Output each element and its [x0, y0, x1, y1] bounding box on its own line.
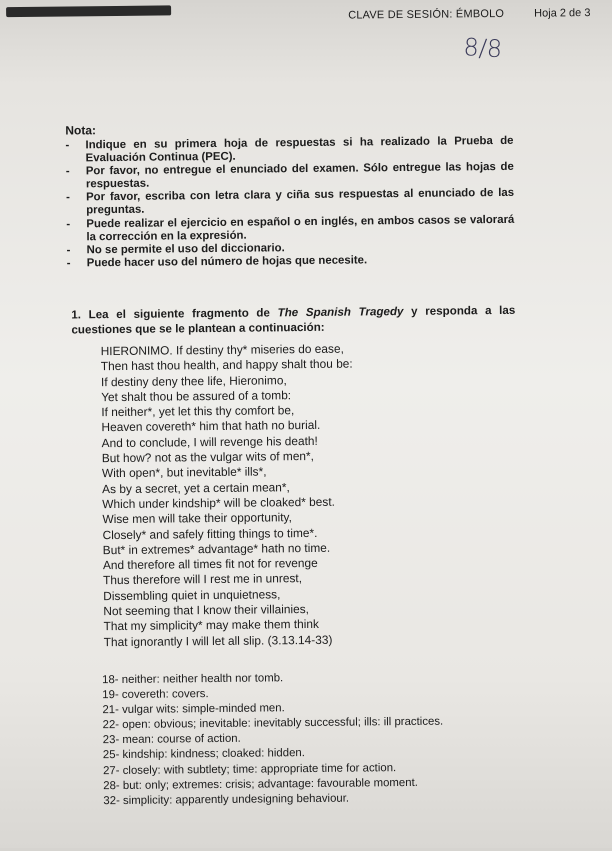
- glossary-item: 21- vulgar wits: simple-minded men.: [102, 702, 285, 717]
- poem-line: And therefore all times fit not for revenge: [102, 556, 318, 573]
- note-item: - No se permite el uso del diccionario.: [67, 240, 515, 258]
- glossary-item: 28- but: only; extremes: crisis; advantage: favourable moment.: [103, 776, 418, 792]
- question-1: [71, 303, 515, 338]
- poem-line: HIERONIMO. If destiny thy* miseries do ease,: [100, 341, 344, 359]
- poem-line: With open*, but inevitable* ills*,: [101, 464, 267, 481]
- poem-line: Heaven covereth* him that hath no burial.: [101, 418, 321, 435]
- poem-line: But how? not as the vulgar wits of men*,: [101, 449, 315, 466]
- glossary-item: 27- closely: with subtlety; time: appropriate time for action.: [102, 761, 397, 777]
- redacted-bar: [6, 5, 171, 17]
- poem-line: Dissembling quiet in unquietness,: [103, 587, 281, 603]
- question-prefix: 1. Lea el siguiente fragmento de: [71, 306, 270, 322]
- session-key-header: CLAVE DE SESIÓN: ÉMBOLO: [348, 7, 505, 22]
- poem-line: And to conclude, I will revenge his death!: [101, 433, 318, 450]
- poem-line: That my simplicity* may make them think: [103, 617, 320, 634]
- note-item: - Por favor, no entregue el enunciado del examen. Sólo entregue las hojas de respuestas.: [66, 161, 514, 192]
- poem-line: Wise men will take their opportunity,: [102, 510, 292, 527]
- notes-heading: Nota:: [65, 123, 97, 138]
- notes-list: [65, 135, 514, 271]
- work-title: The Spanish Tragedy: [277, 304, 404, 320]
- note-item: - Indique en su primera hoja de respuestas si ha realizado la Prueba de Evaluación Continua (PEC).: [65, 135, 513, 166]
- poem-line: Not seeming that I know their villainies,: [103, 602, 309, 619]
- notes-section: [65, 119, 515, 271]
- page-number: Hoja 2 de 3: [534, 7, 591, 20]
- glossary-item: 18- neither: neither health nor tomb.: [102, 672, 284, 687]
- poem-line: If destiny deny thee life, Hieronimo,: [100, 372, 287, 389]
- poem-line: Yet shalt thou be assured of a tomb:: [101, 388, 292, 405]
- glossary-item: 32- simplicity: apparently undesigning behaviour.: [103, 792, 350, 807]
- poem-line: But* in extremes* advantage* hath no time.: [102, 540, 331, 558]
- glossary: [102, 670, 444, 809]
- poem-line: If neither*, yet let this thy comfort be,: [101, 403, 295, 420]
- poem-line: Which under kindship* will be cloaked* best.: [102, 494, 335, 512]
- poem-line: As by a secret, yet a certain mean*,: [102, 479, 290, 496]
- note-item: - Por favor, escriba con letra clara y ciña sus respuestas al enunciado de las preguntas.: [66, 187, 514, 218]
- poem-line: That ignorantly I will let all slip. (3.13.14-33): [103, 632, 333, 649]
- note-item: - Puede hacer uso del número de hojas que necesite.: [67, 253, 515, 271]
- poem-line: Closely* and safely fitting things to time*.: [102, 525, 318, 542]
- poem-excerpt: [101, 342, 356, 651]
- question-suffix: y responda a las cuestiones que se le plantean a continuación:: [71, 303, 516, 337]
- handwritten-grade: 8/8: [462, 33, 503, 64]
- note-item: - Puede realizar el ejercicio en español o en inglés, en ambos casos se valorará la corrección en la expresión.: [66, 213, 514, 244]
- glossary-item: 22- open: obvious; inevitable: inevitably successful; ills: ill practices.: [102, 715, 444, 732]
- glossary-item: 23- mean: course of action.: [102, 733, 241, 747]
- glossary-item: 19- covereth: covers.: [102, 688, 209, 702]
- glossary-item: 25- kindship: kindness; cloaked: hidden.: [102, 747, 305, 762]
- poem-line: Thus therefore will I rest me in unrest,: [102, 571, 303, 588]
- poem-line: Then hast thou health, and happy shalt thou be:: [100, 356, 353, 374]
